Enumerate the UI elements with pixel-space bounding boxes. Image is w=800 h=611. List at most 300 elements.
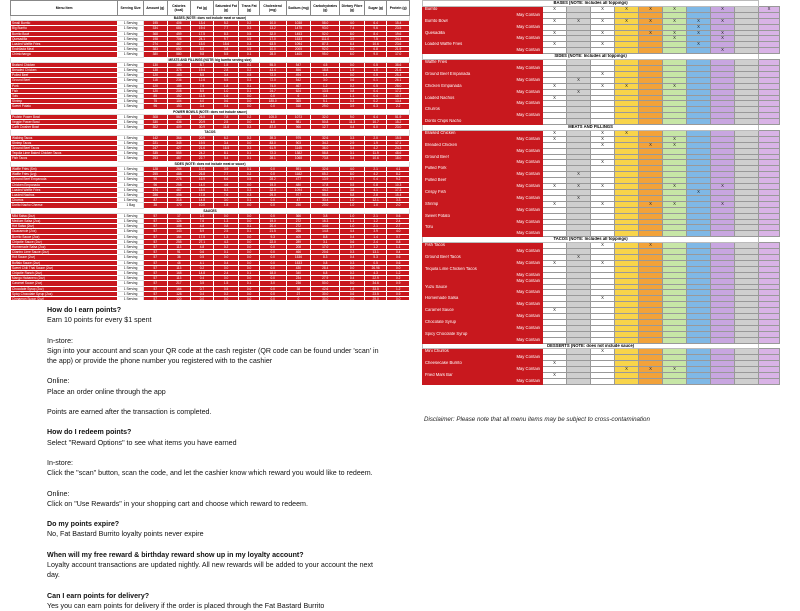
item-name: Hot Salsa (2oz) [11,224,118,229]
item-name: Carb Crusher Bowl [11,125,118,130]
allergen-mark: X [591,260,615,266]
nutrition-value: 8.7 [191,62,214,67]
serving-size: 1 Serving [118,255,144,260]
nutrition-value: 168 [167,270,191,275]
nutrition-value: 19.0 [259,182,286,187]
nutrition-value: 85 [143,94,167,99]
nutrition-value: 253 [143,156,167,161]
nutrition-value: 57 [143,255,167,260]
nutrition-value: 0.0 [239,244,259,249]
nutrition-value: 4.1 [364,187,387,192]
nutrition-value: 30.9 [191,125,214,130]
nutrition-value: 0.8 [387,239,410,244]
nutrition-value: 42.6 [311,286,340,291]
item-name: Chocolate Syrup (2oz) [11,286,118,291]
nutrition-value: 24.2 [191,151,214,156]
nutrition-value: 57 [143,224,167,229]
nutrition-value: 0.0 [259,296,286,300]
nutrition-value: 9.7 [213,36,239,41]
nutrition-value: 22.0 [259,239,286,244]
nutrition-value: 57 [143,291,167,296]
nutrition-value: 3.4 [213,140,239,145]
nutrition-value: 4.1 [387,166,410,171]
nutrition-value: 23.5 [364,291,387,296]
nutrition-value: 256 [286,229,311,234]
allergen-mark: X [591,6,615,12]
nutrition-value: 4.6 [213,182,239,187]
may-contain-label: May Contain [423,160,543,166]
nutrition-value: 9.3 [259,234,286,239]
nutrition-value: 6.6 [213,177,239,182]
item-name: Enchilada Meal [11,47,118,52]
nutrition-value: 0.0 [259,255,286,260]
nutrition-value: 0.0 [340,62,365,67]
nutrition-value: 4.0 [191,99,214,104]
nutrition-value: 15.2 [387,120,410,125]
nutrition-value: 4.3 [364,270,387,275]
nutrition-value: 1.0 [340,213,365,218]
nutrition-value: 3.3 [340,135,365,140]
nutrition-value: 128 [167,291,191,296]
nutrition-value: 0.4 [213,104,239,109]
allergen-mark: X [591,42,615,48]
serving-size: 1 Serving [118,36,144,41]
section-title: SAUCES [11,208,410,213]
nutrition-value: 7.4 [340,26,365,31]
nutrition-value: 16.3 [311,218,340,223]
allergen-mark: X [543,42,567,48]
allergen-mark: X [711,30,735,36]
nutrition-value: 0.4 [340,234,365,239]
allergen-mark: X [591,83,615,89]
serving-size: 1 Serving [118,291,144,296]
item-name: Mild Salsa (2oz) [11,213,118,218]
serving-size: 1 Serving [118,94,144,99]
nutrition-value: 0.2 [213,291,239,296]
section-title: SIDES (NOTE: does not include meat or sauce) [11,161,410,166]
nutrition-value: 73.8 [311,156,340,161]
item-name: Mango Habanero (2oz) [11,276,118,281]
allergen-mark: X [687,18,711,24]
serving-size: 1 Serving [118,250,144,255]
nutrition-value: 8.5 [191,88,214,93]
nutrition-value: 17.5 [191,234,214,239]
nutrition-value: 0.4 [340,276,365,281]
nutrition-value: 0.0 [239,286,259,291]
nutrition-value: 13.4 [387,99,410,104]
nutrition-value: 0.6 [387,255,410,260]
may-contain-label: May Contain [423,272,543,278]
nutrition-value: 0.2 [340,83,365,88]
column-header: Sodium (mg) [286,1,311,16]
nutrition-value: 0.5 [364,83,387,88]
nutrition-value: 624 [286,88,311,93]
nutrition-value: 380 [143,52,167,57]
nutrition-value: 3.1 [311,239,340,244]
nutrition-value: 272 [286,224,311,229]
serving-size: 1 Serving [118,177,144,182]
allergen-mark: X [615,130,639,136]
item-name: Buffalo Sauce (2oz) [11,260,118,265]
allergen-mark: X [639,142,663,148]
nutrition-value: 48.6 [387,151,410,156]
nutrition-value: 0.0 [259,286,286,291]
item-name: Ground Beef Tacos [423,254,543,260]
nutrition-value: 0.0 [239,265,259,270]
item-name: Tofu [423,225,543,231]
allergen-mark [663,379,687,385]
nutrition-value: 51.9 [387,114,410,119]
paragraph-gap [47,366,387,376]
column-header: Dietary Fibre (g) [340,1,365,16]
nutrition-value: 20.9 [191,120,214,125]
nutrition-value: 467 [167,156,191,161]
nutrition-value: 706 [167,36,191,41]
serving-size: 1 Serving [118,42,144,47]
nutrition-value: 13.4 [191,166,214,171]
nutrition-value: 456 [167,192,191,197]
may-contain-label: May Contain [423,367,543,373]
serving-size: 1 Serving [118,198,144,203]
nutrition-value: 979 [286,135,311,140]
allergen-mark: X [639,367,663,373]
paragraph-gap [47,397,387,407]
faq-answer: Online: [47,377,70,386]
nutrition-value: 488 [167,172,191,177]
paragraph-gap [47,417,387,427]
nutrition-value: 34.2 [311,140,340,145]
nutrition-value: 128 [143,166,167,171]
nutrition-value: 18.8 [311,68,340,73]
nutrition-value: 650 [167,47,191,52]
nutrition-value: 19.4 [191,68,214,73]
nutrition-value: 4.5 [311,62,340,67]
allergen-mark: X [543,6,567,12]
may-contain-label: May Contain [423,24,543,30]
may-contain-label: May Contain [423,290,543,296]
nutrition-value: 0.0 [239,213,259,218]
nutrition-value: 0.6 [340,291,365,296]
nutrition-value: 35 [143,203,167,208]
nutrition-value: 57 [143,276,167,281]
nutrition-value: 4.3 [213,239,239,244]
nutrition-value: 0.5 [239,177,259,182]
nutrition-value: 334 [143,26,167,31]
serving-size: 1 Serving [118,239,144,244]
nutrition-value: 0.0 [213,265,239,270]
nutrition-value: 0.4 [191,276,214,281]
nutrition-value: 4.0 [259,120,286,125]
faq-answer: Place an order online through the app [47,387,166,396]
serving-size: 1 Serving [118,218,144,223]
nutrition-value: 91 [167,250,191,255]
nutrition-value: 13.9 [311,177,340,182]
item-name: Pulled Beef [11,73,118,78]
nutrition-value: 0.6 [340,78,365,83]
nutrition-value: 27.9 [311,276,340,281]
allergen-mark: X [543,95,567,101]
nutrition-value: 58.8 [311,151,340,156]
allergen-mark: X [591,160,615,166]
allergen-mark: X [591,184,615,190]
column-header: Saturated Fat (g) [213,1,239,16]
allergen-mark: X [663,18,687,24]
nutrition-value: 0.0 [259,250,286,255]
allergen-mark: X [543,136,567,142]
nutrition-value: 3.4 [311,94,340,99]
item-name: Braised Chicken [11,62,118,67]
nutrition-value: 58.3 [311,192,340,197]
nutrition-value: 4.2 [364,146,387,151]
nutrition-value: 0.0 [239,255,259,260]
nutrition-value: 20.4 [259,224,286,229]
column-header: Trans Fat (g) [239,1,259,16]
nutrition-value: 13.5 [311,88,340,93]
nutrition-value: 278 [167,177,191,182]
may-contain-label: May Contain [423,136,543,142]
nutrition-value: 480 [286,182,311,187]
serving-size: 1 Serving [118,281,144,286]
may-contain-label: May Contain [423,355,543,361]
nutrition-value: 0.2 [239,135,259,140]
nutrition-value: 2.8 [213,68,239,73]
nutrition-value: 0.4 [364,177,387,182]
may-contain-label: May Contain [423,278,543,284]
nutrition-value: 10.7 [387,94,410,99]
allergen-mark: X [639,243,663,249]
allergen-mark: X [567,89,591,95]
nutrition-value: 10.6 [364,42,387,47]
nutrition-value: 57 [143,296,167,300]
item-name: Chipotle Sauce (2oz) [11,239,118,244]
allergen-mark: X [663,184,687,190]
allergen-mark: X [567,254,591,260]
allergen-mark: X [759,6,780,12]
nutrition-value: 14.8 [311,229,340,234]
nutrition-value: 0.2 [239,21,259,26]
nutrition-value: 57 [143,270,167,275]
nutrition-value: 2.5 [213,120,239,125]
nutrition-value: 467 [167,187,191,192]
allergen-mark: X [711,201,735,207]
nutrition-value: 3.0 [259,281,286,286]
column-header: Sugar (g) [364,1,387,16]
nutrition-value: 1.0 [340,224,365,229]
item-name: Loaded Nachos [423,95,543,101]
nutrition-value: 6.4 [364,114,387,119]
nutrition-value: 1068 [286,156,311,161]
may-contain-label: May Contain [423,314,543,320]
may-contain-label: May Contain [423,325,543,331]
nutrition-value: 17.0 [311,244,340,249]
allergen-mark: X [543,18,567,24]
nutrition-value: 0.0 [239,140,259,145]
nutrition-value: 2.7 [387,224,410,229]
faq-answer: Sign into your account and scan your QR code at the cash register (QR code can be found under 'scan' in the app) or provide the phone number you registered with to the cashier [47,346,379,365]
nutrition-value: 17.0 [259,36,286,41]
nutrition-value: 1.3 [213,218,239,223]
serving-size: 1 Serving [118,224,144,229]
nutrition-value: 383 [143,47,167,52]
nutrition-value: 14.8 [191,198,214,203]
nutrition-value: 477 [286,177,311,182]
serving-size: 1 Serving [118,166,144,171]
nutrition-value: 286 [143,192,167,197]
allergen-mark: X [663,36,687,42]
nutrition-value: 0.0 [259,104,286,109]
nutrition-value: 3.1 [340,151,365,156]
serving-size: 1 Serving [118,182,144,187]
item-name: Crispy Fish [423,190,543,196]
nutrition-value: 1.2 [387,286,410,291]
nutrition-value: 208 [286,244,311,249]
nutrition-value: 2.0 [364,135,387,140]
nutrition-value: 1533 [286,260,311,265]
column-header: Fat (g) [191,1,214,16]
nutrition-value: 7.5 [364,36,387,41]
nutrition-value: 2005 [286,47,311,52]
nutrition-value: 44.2 [311,187,340,192]
nutrition-value: 38 [286,286,311,291]
item-name: Shrimp [423,201,543,207]
nutrition-value: 430 [286,265,311,270]
nutrition-value: 22.9 [364,276,387,281]
nutrition-value: 4.8 [191,244,214,249]
nutrition-value: 427 [167,146,191,151]
nutrition-value: 981 [286,120,311,125]
nutrition-value: 0.2 [213,244,239,249]
item-name: Churros [11,198,118,203]
item-name: Ground Beef Empanada [423,71,543,77]
serving-size: 1 Serving [118,265,144,270]
allergen-mark: X [543,30,567,36]
allergen-mark: X [687,24,711,30]
nutrition-value: 96 [143,177,167,182]
nutrition-value: 28.0 [259,52,286,57]
nutrition-value: 0.0 [340,265,365,270]
allergen-mark [711,379,735,385]
nutrition-value: 2.1 [364,213,387,218]
nutrition-value: 1.2 [364,244,387,249]
nutrition-value: 17 [167,213,191,218]
allergen-mark: X [639,30,663,36]
nutrition-value: 467 [167,42,191,47]
nutrition-value: 72.3 [259,151,286,156]
nutrition-value: 0.5 [364,73,387,78]
nutrition-value: 16.9 [191,177,214,182]
nutrition-value: 1.8 [213,83,239,88]
nutrition-value: 580 [167,52,191,57]
nutrition-value: 1.3 [213,234,239,239]
serving-size: 1 Serving [118,99,144,104]
nutrition-value: 7.7 [213,26,239,31]
allergen-mark: X [615,83,639,89]
nutrition-value: 0.0 [259,265,286,270]
nutrition-value: 0.7 [340,177,365,182]
nutrition-value: 0.3 [239,187,259,192]
nutrition-value: 0.3 [239,146,259,151]
nutrition-value: 563 [167,114,191,119]
nutrition-value: 17.8 [311,182,340,187]
nutrition-value: 0.2 [191,265,214,270]
nutrition-value: 1536 [286,255,311,260]
serving-size: 1 Serving [118,140,144,145]
nutrition-value: 118 [143,78,167,83]
nutrition-value: 0.1 [239,198,259,203]
nutrition-value: 0.5 [213,286,239,291]
serving-size: 1 Serving [118,73,144,78]
serving-size: 1 Serving [118,244,144,249]
nutrition-value: 1.5 [213,203,239,208]
nutrition-value: 5.5 [213,52,239,57]
allergen-mark: X [567,18,591,24]
allergen-mark [759,48,780,54]
nutrition-value: 3.3 [387,198,410,203]
nutrition-value: 24.7 [259,88,286,93]
nutrition-value: 378 [167,68,191,73]
item-name: Churros [423,107,543,113]
item-name: Loaded Waffle Fries [11,187,118,192]
nutrition-value: 26.1 [387,78,410,83]
nutrition-value: 0.0 [259,94,286,99]
nutrition-value: 180 [167,62,191,67]
faq-answer: Loyalty account transactions are updated nightly. All new rewards will be added to your account the next day. [47,560,373,580]
nutrition-value: 0.0 [239,239,259,244]
nutrition-value: 0.0 [191,296,214,300]
nutrition-value: 7.6 [191,218,214,223]
nutrition-value: 92.0 [311,47,340,52]
item-name: Fish Tacos [11,156,118,161]
nutrition-value: 95.0 [311,52,340,57]
serving-size: 1 Serving [118,88,144,93]
may-contain-label: May Contain [423,219,543,225]
nutrition-value: 2.4 [213,270,239,275]
nutrition-value: 143 [167,229,191,234]
nutrition-value: 14.8 [191,270,214,275]
nutrition-value: 0.0 [259,172,286,177]
nutrition-value: 12.1 [364,198,387,203]
nutrition-value: 0.0 [259,203,286,208]
nutrition-value: 1.1 [340,94,365,99]
serving-size: 1 Serving [118,125,144,130]
allergen-mark: X [711,36,735,42]
allergen-mark: X [567,77,591,83]
item-name: Loaded Nachos [11,192,118,197]
nutrition-value: 0.0 [340,73,365,78]
nutrition-value: 17.5 [191,31,214,36]
item-name: Burrito [423,6,543,12]
paragraph-gap [47,325,387,335]
nutrition-value: 38.6 [387,62,410,67]
nutrition-value: 0.0 [239,250,259,255]
item-name: Spicy Chocolate Syrup [423,331,543,337]
may-contain-label: May Contain [423,36,543,42]
nutrition-value: 1073 [286,114,311,119]
allergen-mark: X [663,6,687,12]
nutrition-value: 1.6 [213,94,239,99]
item-name: Pork [11,83,118,88]
nutrition-value: 0.1 [213,250,239,255]
allergen-mark: X [687,42,711,48]
nutrition-value: 8.4 [364,31,387,36]
item-name: Homemade Salsa [423,296,543,302]
nutrition-value: 10.6 [364,156,387,161]
nutrition-value: 87.0 [259,125,286,130]
nutrition-value: 4.4 [340,229,365,234]
nutrition-value: 152 [167,94,191,99]
nutrition-value: 32.0 [259,31,286,36]
serving-size: 1 Serving [118,31,144,36]
